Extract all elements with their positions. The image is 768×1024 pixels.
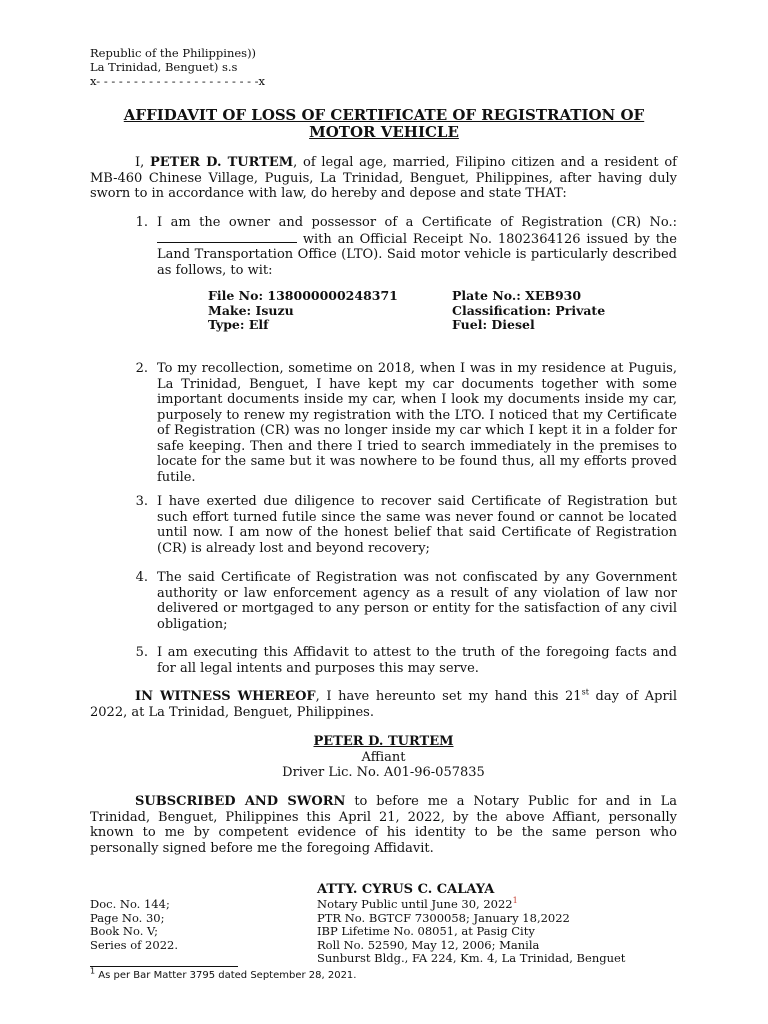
vehicle-type: Type: Elf (208, 317, 269, 332)
page-number: Page No. 30; (90, 910, 165, 925)
affiant-license: Driver Lic. No. A01-96-057835 (282, 765, 485, 780)
notary-ptr: PTR No. BGTCF 7300058; January 18,2022 (317, 910, 570, 925)
venue-header (90, 46, 265, 88)
affiant-block (230, 734, 537, 781)
notary-commission: Notary Public until June 30, 2022$^1$ (317, 896, 518, 911)
item-number: 3. (135, 494, 148, 509)
venue-line-3: x- - - - - - - - - - - - - - - - - - - - - -x (90, 74, 266, 88)
venue-line-2: La Trinidad, Benguet) s.s (90, 60, 238, 74)
footnote: $^1$ As per Bar Matter 3795 dated September 28, 2021. (90, 966, 357, 981)
notary-roll: Roll No. 52590, May 12, 2006; Manila (317, 937, 540, 952)
intro-paragraph: I, PETER D. TURTEM, of legal age, married, Filipino citizen and a resident of MB-460 Chinese Village, Puguis, La Trinidad, Benguet, Philippines, after having duly sworn to in accordance with law, do hereby and depose and state THAT: (90, 155, 677, 201)
vehicle-classification: Classification: Private (452, 302, 606, 318)
notary-address: Sunburst Bldg., FA 224, Km. 4, La Trinidad, Benguet (317, 951, 626, 965)
list-item: I have exerted due diligence to recover said Certificate of Registration but such effort turned futile since the same was never found or cannot be located until now. I am now of the honest belief that said Certificate of Registration (CR) is already lost and beyond recovery; (157, 494, 677, 556)
venue-line-1: Republic of the Philippines)) (90, 46, 257, 60)
jurat-paragraph: SUBSCRIBED AND SWORN to before me a Notary Public for and in La Trinidad, Benguet, Philippines this April 21, 2022, by the above Affiant, personally known to me by competent evidence of his identity to be the same person who personally signed before me the foregoing Affidavit. (90, 794, 677, 856)
vehicle-make: Make: Isuzu (208, 302, 294, 318)
vehicle-details-left (208, 289, 428, 333)
file-number: File No: 138000000248371 (208, 288, 398, 303)
footnote-divider (90, 966, 238, 967)
affiant-signature-name: PETER D. TURTEM (313, 734, 454, 749)
plate-number: Plate No.: XEB930 (452, 288, 582, 303)
book-number: Book No. V; (90, 924, 159, 938)
affiant-name-inline: PETER D. TURTEM (149, 155, 294, 170)
notary-ibp: IBP Lifetime No. 08051, at Pasig City (317, 924, 535, 938)
notary-name: ATTY. CYRUS C. CALAYA (317, 882, 495, 897)
series-year: Series of 2022. (90, 937, 178, 952)
list-item: To my recollection, sometime on 2018, when I was in my residence at Puguis, La Trinidad, Benguet, I have kept my car documents together with some important documents inside my car, when I look my documents inside my car, purposely to renew my registration with the LTO. I noticed that my Certificate of Registration (CR) was no longer inside my car which I kept it in a folder for safe keeping. Then and there I tried to search immediately in the premises to locate for the same but it was nowhere to be found thus, all my efforts proved futile. (157, 361, 677, 485)
notary-details (317, 898, 625, 966)
item-number: 5. (135, 645, 148, 660)
title-line-2: MOTOR VEHICLE (309, 123, 459, 141)
document-title (80, 107, 688, 141)
item-number: 2. (135, 361, 148, 376)
list-item: I am the owner and possessor of a Certificate of Registration (CR) No.: with an Official Receipt No. 1802364126 issued by the Land Transportation Office (LTO). Said motor vehicle is particularly described as follows, to wit: (157, 215, 677, 278)
affiant-role: Affiant (361, 749, 406, 765)
item-number: 1. (135, 215, 148, 230)
title-line-1: AFFIDAVIT OF LOSS OF CERTIFICATE OF REGISTRATION OF (123, 106, 645, 124)
docket-block (90, 898, 178, 952)
witness-paragraph: IN WITNESS WHEREOF, I have hereunto set my hand this 21st day of April 2022, at La Trinidad, Benguet, Philippines. (90, 687, 677, 720)
list-item: The said Certificate of Registration was not confiscated by any Government authority or law enforcement agency as a result of any violation of law nor delivered or mortgaged to any person or entity for the satisfaction of any civil obligation; (157, 570, 677, 632)
vehicle-details-right (452, 289, 652, 333)
list-item: I am executing this Affidavit to attest to the truth of the foregoing facts and for all legal intents and purposes this may serve. (157, 645, 677, 676)
cr-number-blank (157, 231, 297, 243)
doc-number: Doc. No. 144; (90, 897, 170, 911)
item-number: 4. (135, 570, 148, 585)
vehicle-fuel: Fuel: Diesel (452, 317, 535, 332)
